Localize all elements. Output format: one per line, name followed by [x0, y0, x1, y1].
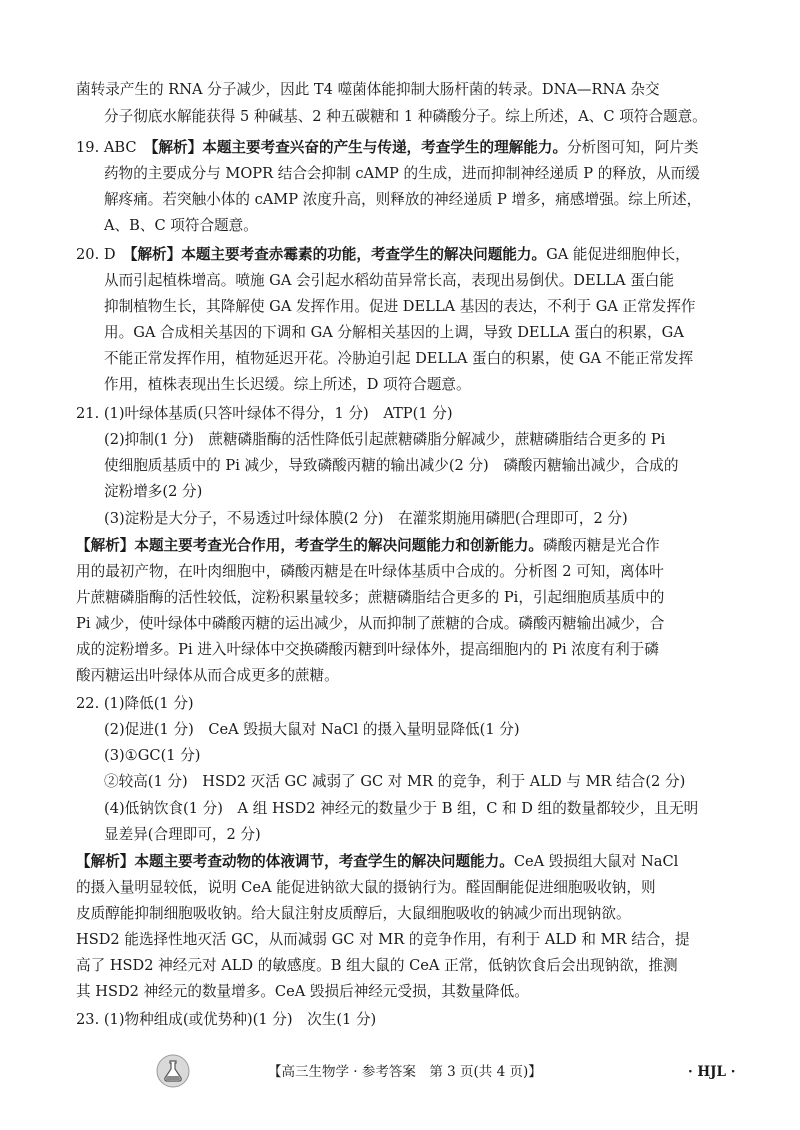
page-footer [0, 1052, 800, 1092]
text-run: 20. D [76, 246, 131, 263]
text-line [76, 878, 760, 898]
text-line [104, 456, 760, 476]
text-line [104, 509, 760, 529]
text-run: 酸丙糖运出叶绿体从而合成更多的蔗糖。 [76, 667, 339, 684]
text-line [76, 588, 760, 608]
text-run: 用。GA 合成相关基因的下调和 GA 分解相关基因的上调，导致 DELLA 蛋白的积累，GA [104, 324, 684, 341]
text-line [76, 404, 760, 424]
text-run: 用的最初产物，在叶肉细胞中，磷酸丙糖是在叶绿体基质中合成的。分析图 2 可知，离体叶 [76, 563, 664, 580]
text-line [76, 614, 760, 634]
text-line [76, 956, 760, 976]
text-run: 19. ABC [76, 139, 152, 156]
text-run: 皮质醇能抑制细胞吸收钠。给大鼠注射皮质醇后，大鼠细胞吸收的钠减少而出现钠欲。 [76, 905, 631, 922]
text-run: HSD2 能选择性地灭活 GC，从而减弱 GC 对 MR 的竞争作用，有利于 ALD 和 MR 结合，提 [76, 931, 690, 948]
text-run: ②较高(1 分) HSD2 灭活 GC 减弱了 GC 对 MR 的竞争，利于 ALD 与 MR 结合(2 分) [104, 773, 686, 790]
text-run: (3)①GC(1 分) [104, 747, 201, 764]
text-line [104, 297, 760, 317]
text-run: (2)促进(1 分) CeA 毁损大鼠对 NaCl 的摄入量明显降低(1 分) [104, 721, 520, 738]
text-line [76, 904, 760, 924]
text-run: 21. (1)叶绿体基质(只答叶绿体不得分，1 分) ATP(1 分) [76, 405, 453, 422]
text-line [76, 930, 760, 950]
text-line [76, 694, 760, 714]
footer-page-info: 【高三生物学 · 参考答案 第 3 页(共 4 页)】 [268, 1064, 542, 1080]
text-run: CeA 毁损组大鼠对 NaCl [513, 853, 679, 870]
text-run: Pi 减少，使叶绿体中磷酸丙糖的运出减少，从而抑制了蔗糖的合成。磷酸丙糖输出减少，合 [76, 615, 665, 632]
text-run: 的摄入量明显较低，说明 CeA 能促进钠欲大鼠的摄钠行为。醛固酮能促进细胞吸收钠，则 [76, 879, 656, 896]
text-line [104, 216, 760, 236]
text-line [104, 746, 760, 766]
text-line [104, 164, 760, 184]
text-run: 抑制植物生长，其降解使 GA 发挥作用。促进 DELLA 基因的表达，不利于 GA 正常发挥作 [104, 298, 696, 315]
text-line [104, 107, 760, 127]
text-line [76, 640, 760, 660]
text-line [104, 482, 760, 502]
text-line [76, 852, 760, 872]
text-run: 菌转录产生的 RNA 分子减少，因此 T4 噬菌体能抑制大肠杆菌的转录。DNA—RNA 杂交 [76, 81, 660, 98]
text-run: 成的淀粉增多。Pi 进入叶绿体中交换磷酸丙糖到叶绿体外，提高细胞内的 Pi 浓度有利于磷 [76, 641, 659, 658]
text-line [76, 1010, 760, 1030]
text-run: 高了 HSD2 神经元对 ALD 的敏感度。B 组大鼠的 CeA 正常，低钠饮食后会出现钠欲，推测 [76, 957, 678, 974]
text-line [104, 375, 760, 395]
analysis-heading: 【解析】本题主要考查动物的体液调节，考查学生的解决问题能力。 [76, 853, 514, 870]
text-run: 药物的主要成分与 MOPR 结合会抑制 cAMP 的生成，进而抑制神经递质 P 的释放，从而缓 [104, 165, 700, 182]
text-run: 淀粉增多(2 分) [104, 483, 203, 500]
text-line [104, 720, 760, 740]
text-line [104, 271, 760, 291]
text-run: 片蔗糖磷脂酶的活性较低，淀粉积累量较多；蔗糖磷脂结合更多的 Pi，引起细胞质基质中的 [76, 589, 665, 606]
text-run: 22. (1)降低(1 分) [76, 695, 194, 712]
flask-icon [156, 1054, 190, 1088]
text-line [104, 772, 760, 792]
text-run: A、B、C 项符合题意。 [104, 217, 258, 234]
text-line [76, 562, 760, 582]
text-line [76, 245, 760, 265]
text-line [104, 430, 760, 450]
analysis-heading: 【解析】本题主要考查光合作用，考查学生的解决问题能力和创新能力。 [76, 537, 544, 554]
text-run: 分析图可知，阿片类 [567, 139, 699, 156]
text-run: 其 HSD2 神经元的数量增多。CeA 毁损后神经元受损，其数量降低。 [76, 983, 529, 1000]
text-run: 作用，植株表现出生长迟缓。综上所述，D 项符合题意。 [104, 376, 471, 393]
text-line [104, 190, 760, 210]
analysis-heading: 【解析】本题主要考查赤霉素的功能，考查学生的解决问题能力。 [130, 246, 547, 263]
text-run: 使细胞质基质中的 Pi 减少，导致磷酸丙糖的输出减少(2 分) 磷酸丙糖输出减少，合成的 [104, 457, 679, 474]
text-run: (4)低钠饮食(1 分) A 组 HSD2 神经元的数量少于 B 组，C 和 D 组的数量都较少，且无明 [104, 800, 699, 817]
text-line [76, 666, 760, 686]
text-run: 23. (1)物种组成(或优势种)(1 分) 次生(1 分) [76, 1011, 377, 1028]
text-run: 不能正常发挥作用，植物延迟开花。冷胁迫引起 DELLA 蛋白的积累，使 GA 不能正常发挥 [104, 350, 694, 367]
text-run: 从而引起植株增高。喷施 GA 会引起水稻幼苗异常长高，表现出易倒伏。DELLA 蛋白能 [104, 272, 674, 289]
text-line [76, 138, 760, 158]
text-run: 磷酸丙糖是光合作 [543, 537, 660, 554]
analysis-heading: 【解析】本题主要考查兴奋的产生与传递，考查学生的理解能力。 [151, 139, 568, 156]
text-line [104, 349, 760, 369]
text-run: 解疼痛。若突触小体的 cAMP 浓度升高，则释放的神经递质 P 增多，痛感增强。综上所述， [104, 191, 702, 208]
text-run: GA 能促进细胞伸长， [546, 246, 690, 263]
text-run: 分子彻底水解能获得 5 种碱基、2 种五碳糖和 1 种磷酸分子。综上所述，A、C 项符合题意。 [104, 108, 707, 125]
footer-code: · HJL · [688, 1064, 736, 1080]
text-line [104, 323, 760, 343]
text-run: 显差异(合理即可，2 分) [104, 826, 261, 843]
text-line [104, 799, 760, 819]
text-run: (2)抑制(1 分) 蔗糖磷脂酶的活性降低引起蔗糖磷脂分解减少，蔗糖磷脂结合更多的 Pi [104, 431, 666, 448]
text-line [76, 982, 760, 1002]
text-line [76, 80, 760, 100]
text-run: (3)淀粉是大分子，不易透过叶绿体膜(2 分) 在灌浆期施用磷肥(合理即可，2 分) [104, 510, 628, 527]
text-line [104, 825, 760, 845]
text-line [76, 536, 760, 556]
